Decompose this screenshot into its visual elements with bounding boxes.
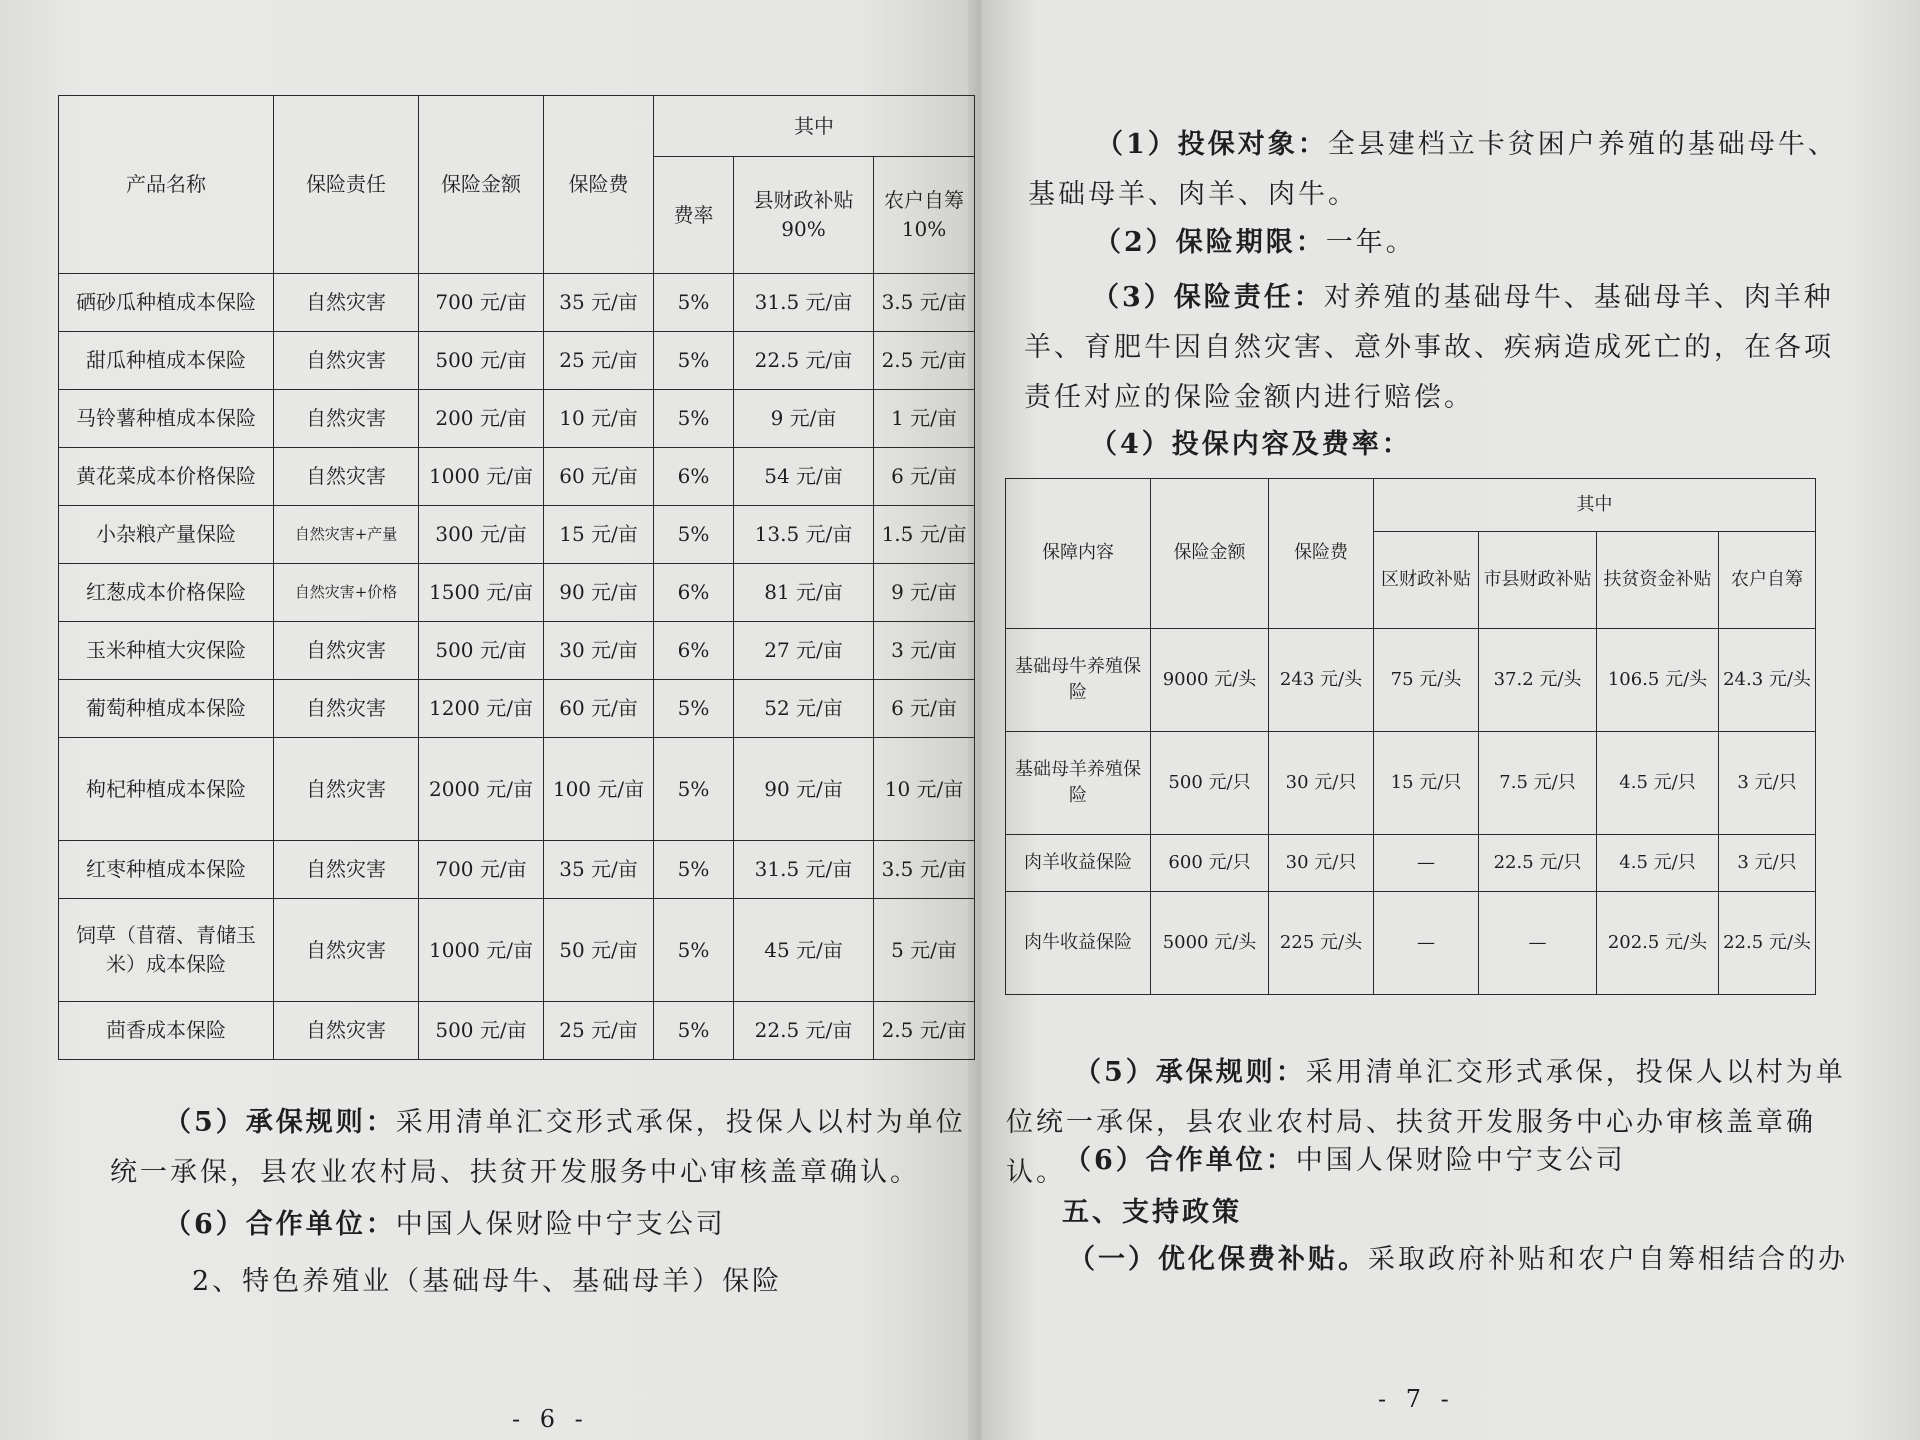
- right-p6-label: （6）合作单位：: [1064, 1145, 1296, 1176]
- rate-cell: 5%: [654, 738, 734, 841]
- subsidy-cell: 31.5 元/亩: [734, 274, 874, 332]
- table-row: [59, 738, 975, 841]
- left-p5-label: （5）承保规则：: [164, 1107, 396, 1138]
- right-p2-label: （2）保险期限：: [1094, 227, 1326, 258]
- right-p5-label: （5）承保规则：: [1074, 1057, 1306, 1088]
- amount-cell: 1200 元/亩: [419, 680, 544, 738]
- header-content: 保障内容: [1006, 479, 1151, 629]
- subsidy-cell: 22.5 元/亩: [734, 332, 874, 390]
- amount-cell: 5000 元/头: [1151, 892, 1269, 995]
- premium-cell: 35 元/亩: [544, 841, 654, 899]
- district-subsidy-cell: —: [1374, 892, 1479, 995]
- premium-cell: 90 元/亩: [544, 564, 654, 622]
- page-number-6: - 6 -: [512, 1405, 589, 1433]
- amount-cell: 1500 元/亩: [419, 564, 544, 622]
- premium-cell: 30 元/只: [1269, 835, 1374, 892]
- liability-cell: 自然灾害: [274, 841, 419, 899]
- rate-cell: 5%: [654, 332, 734, 390]
- header-premium: 保险费: [544, 96, 654, 274]
- header-poverty-fund-subsidy: 扶贫资金补贴: [1597, 532, 1719, 629]
- right-sub1-text: 采取政府补贴和农户自筹相结合的办: [1368, 1244, 1848, 1275]
- table-row: [59, 448, 975, 506]
- premium-cell: 30 元/只: [1269, 732, 1374, 835]
- right-p2-text: 一年。: [1325, 227, 1416, 258]
- premium-cell: 243 元/头: [1269, 629, 1374, 732]
- amount-cell: 300 元/亩: [419, 506, 544, 564]
- product-name-cell: 硒砂瓜种植成本保险: [59, 274, 274, 332]
- farmer-self-cell: 22.5 元/头: [1719, 892, 1816, 995]
- product-name-cell: 饲草（苜蓿、青储玉米）成本保险: [59, 899, 274, 1002]
- farmer-self-cell: 10 元/亩: [874, 738, 975, 841]
- subsidy-cell: 52 元/亩: [734, 680, 874, 738]
- liability-cell: 自然灾害+产量: [274, 506, 419, 564]
- premium-cell: 50 元/亩: [544, 899, 654, 1002]
- header-amount: 保险金额: [419, 96, 544, 274]
- farmer-self-cell: 3 元/只: [1719, 732, 1816, 835]
- right-p1-label: （1）投保对象：: [1096, 129, 1328, 160]
- premium-cell: 25 元/亩: [544, 1002, 654, 1060]
- left-p6-label: （6）合作单位：: [164, 1209, 396, 1240]
- liability-cell: 自然灾害: [274, 448, 419, 506]
- header-among: 其中: [654, 96, 975, 157]
- amount-cell: 500 元/亩: [419, 622, 544, 680]
- table-row: [1006, 732, 1816, 835]
- subsidy-cell: 9 元/亩: [734, 390, 874, 448]
- premium-cell: 60 元/亩: [544, 680, 654, 738]
- right-paragraph-2: [1094, 218, 1854, 268]
- table-row: [1006, 892, 1816, 995]
- farmer-self-cell: 2.5 元/亩: [874, 1002, 975, 1060]
- right-paragraph-1: [1028, 120, 1858, 220]
- product-name-cell: 葡萄种植成本保险: [59, 680, 274, 738]
- amount-cell: 200 元/亩: [419, 390, 544, 448]
- livestock-insurance-table: [1005, 478, 1816, 995]
- product-name-cell: 玉米种植大灾保险: [59, 622, 274, 680]
- header-farmer-self-2: 农户自筹: [1719, 532, 1816, 629]
- farmer-self-cell: 1.5 元/亩: [874, 506, 975, 564]
- table-row: [59, 564, 975, 622]
- liability-cell: 自然灾害: [274, 332, 419, 390]
- header-among-2: 其中: [1374, 479, 1816, 532]
- rate-cell: 6%: [654, 564, 734, 622]
- right-paragraph-4: [1090, 420, 1790, 470]
- city-county-subsidy-cell: —: [1479, 892, 1597, 995]
- farmer-self-cell: 3 元/亩: [874, 622, 975, 680]
- header-farmer-self-label: 农户自筹: [884, 188, 965, 212]
- premium-cell: 10 元/亩: [544, 390, 654, 448]
- product-name-cell: 小杂粮产量保险: [59, 506, 274, 564]
- subsidy-cell: 90 元/亩: [734, 738, 874, 841]
- premium-cell: 225 元/头: [1269, 892, 1374, 995]
- rate-cell: 5%: [654, 506, 734, 564]
- farmer-self-cell: 3.5 元/亩: [874, 274, 975, 332]
- rate-cell: 5%: [654, 680, 734, 738]
- farmer-self-cell: 6 元/亩: [874, 448, 975, 506]
- header-liability: 保险责任: [274, 96, 419, 274]
- table-row: [59, 332, 975, 390]
- product-name-cell: 红葱成本价格保险: [59, 564, 274, 622]
- city-county-subsidy-cell: 22.5 元/只: [1479, 835, 1597, 892]
- amount-cell: 500 元/亩: [419, 1002, 544, 1060]
- liability-cell: 自然灾害: [274, 738, 419, 841]
- content-cell: 基础母牛养殖保险: [1006, 629, 1151, 732]
- rate-cell: 5%: [654, 274, 734, 332]
- product-name-cell: 茴香成本保险: [59, 1002, 274, 1060]
- amount-cell: 2000 元/亩: [419, 738, 544, 841]
- right-paragraph-6: [1064, 1136, 1844, 1186]
- farmer-self-cell: 1 元/亩: [874, 390, 975, 448]
- amount-cell: 500 元/只: [1151, 732, 1269, 835]
- liability-cell: 自然灾害: [274, 390, 419, 448]
- liability-cell: 自然灾害: [274, 274, 419, 332]
- district-subsidy-cell: —: [1374, 835, 1479, 892]
- liability-cell: 自然灾害: [274, 899, 419, 1002]
- right-p5-text: 采用清单汇交形式承保，投保人以村为单位统一承保，县农业农村局、扶贫开发服务中心办审核盖章确认。: [1006, 1057, 1846, 1188]
- farmer-self-cell: 3 元/只: [1719, 835, 1816, 892]
- header-farmer-self-pct: 10%: [901, 217, 947, 241]
- right-sub1-label: （一）优化保费补贴。: [1068, 1244, 1368, 1275]
- premium-cell: 30 元/亩: [544, 622, 654, 680]
- premium-cell: 35 元/亩: [544, 274, 654, 332]
- header-county-subsidy-label: 县财政补贴: [753, 188, 854, 212]
- farmer-self-cell: 24.3 元/头: [1719, 629, 1816, 732]
- right-paragraph-3: [1024, 273, 1858, 423]
- rate-cell: 5%: [654, 390, 734, 448]
- amount-cell: 1000 元/亩: [419, 899, 544, 1002]
- farmer-self-cell: 5 元/亩: [874, 899, 975, 1002]
- table-row: [59, 390, 975, 448]
- table-row: [59, 1002, 975, 1060]
- header-premium-2: 保险费: [1269, 479, 1374, 629]
- right-p4-label: （4）投保内容及费率：: [1090, 429, 1412, 460]
- farmer-self-cell: 2.5 元/亩: [874, 332, 975, 390]
- table-row: [59, 841, 975, 899]
- rate-cell: 5%: [654, 841, 734, 899]
- poverty-fund-cell: 106.5 元/头: [1597, 629, 1719, 732]
- subsidy-cell: 13.5 元/亩: [734, 506, 874, 564]
- header-city-county-subsidy: 市县财政补贴: [1479, 532, 1597, 629]
- premium-cell: 25 元/亩: [544, 332, 654, 390]
- premium-cell: 100 元/亩: [544, 738, 654, 841]
- left-p5-text: 采用清单汇交形式承保，投保人以村为单位统一承保，县农业农村局、扶贫开发服务中心审核盖章确认。: [110, 1107, 966, 1188]
- header-farmer-self: [874, 157, 975, 274]
- table-row: [59, 622, 975, 680]
- subsidy-cell: 54 元/亩: [734, 448, 874, 506]
- subsidy-cell: 22.5 元/亩: [734, 1002, 874, 1060]
- amount-cell: 700 元/亩: [419, 274, 544, 332]
- product-name-cell: 红枣种植成本保险: [59, 841, 274, 899]
- farmer-self-cell: 6 元/亩: [874, 680, 975, 738]
- table-row: [1006, 629, 1816, 732]
- poverty-fund-cell: 4.5 元/只: [1597, 835, 1719, 892]
- right-subsection-1: [1068, 1235, 1868, 1285]
- left-p6-text: 中国人保财险中宁支公司: [395, 1209, 726, 1240]
- table-row: [59, 899, 975, 1002]
- product-name-cell: 黄花菜成本价格保险: [59, 448, 274, 506]
- rate-cell: 5%: [654, 899, 734, 1002]
- product-name-cell: 马铃薯种植成本保险: [59, 390, 274, 448]
- amount-cell: 700 元/亩: [419, 841, 544, 899]
- liability-cell: 自然灾害: [274, 1002, 419, 1060]
- header-county-subsidy: [734, 157, 874, 274]
- amount-cell: 500 元/亩: [419, 332, 544, 390]
- subsidy-cell: 81 元/亩: [734, 564, 874, 622]
- liability-cell: 自然灾害+价格: [274, 564, 419, 622]
- product-name-cell: 枸杞种植成本保险: [59, 738, 274, 841]
- amount-cell: 1000 元/亩: [419, 448, 544, 506]
- premium-cell: 60 元/亩: [544, 448, 654, 506]
- liability-cell: 自然灾害: [274, 680, 419, 738]
- district-subsidy-cell: 75 元/头: [1374, 629, 1479, 732]
- poverty-fund-cell: 202.5 元/头: [1597, 892, 1719, 995]
- liability-cell: 自然灾害: [274, 622, 419, 680]
- farmer-self-cell: 9 元/亩: [874, 564, 975, 622]
- city-county-subsidy-cell: 37.2 元/头: [1479, 629, 1597, 732]
- subsidy-cell: 31.5 元/亩: [734, 841, 874, 899]
- header-county-subsidy-pct: 90%: [781, 217, 826, 241]
- city-county-subsidy-cell: 7.5 元/只: [1479, 732, 1597, 835]
- right-p3-text: 对养殖的基础母牛、基础母羊、肉羊种羊、育肥牛因自然灾害、意外事故、疾病造成死亡的，在各项责任对应的保险金额内进行赔偿。: [1024, 282, 1834, 413]
- right-p1-text: 全县建档立卡贫困户养殖的基础母牛、基础母羊、肉羊、肉牛。: [1028, 129, 1838, 210]
- left-section-2: 2、特色养殖业（基础母牛、基础母羊）保险: [192, 1266, 783, 1297]
- content-cell: 肉牛收益保险: [1006, 892, 1151, 995]
- table-row: [59, 506, 975, 564]
- rate-cell: 5%: [654, 1002, 734, 1060]
- table-row: [59, 680, 975, 738]
- left-paragraph-6: [164, 1200, 964, 1250]
- subsidy-cell: 27 元/亩: [734, 622, 874, 680]
- content-cell: 肉羊收益保险: [1006, 835, 1151, 892]
- rate-cell: 6%: [654, 622, 734, 680]
- farmer-self-cell: 3.5 元/亩: [874, 841, 975, 899]
- left-paragraph-5: [110, 1098, 970, 1198]
- page-number-7: - 7 -: [1378, 1385, 1455, 1413]
- header-district-subsidy: 区财政补贴: [1374, 532, 1479, 629]
- subsidy-cell: 45 元/亩: [734, 899, 874, 1002]
- header-rate: 费率: [654, 157, 734, 274]
- table-row: [1006, 835, 1816, 892]
- rate-cell: 6%: [654, 448, 734, 506]
- header-product-name: 产品名称: [59, 96, 274, 274]
- poverty-fund-cell: 4.5 元/只: [1597, 732, 1719, 835]
- header-amount-2: 保险金额: [1151, 479, 1269, 629]
- district-subsidy-cell: 15 元/只: [1374, 732, 1479, 835]
- table-row: [59, 274, 975, 332]
- premium-cell: 15 元/亩: [544, 506, 654, 564]
- section-5-heading: 五、支持政策: [1062, 1197, 1242, 1228]
- right-p3-label: （3）保险责任：: [1092, 282, 1324, 313]
- content-cell: 基础母羊养殖保险: [1006, 732, 1151, 835]
- product-name-cell: 甜瓜种植成本保险: [59, 332, 274, 390]
- right-p6-text: 中国人保财险中宁支公司: [1295, 1145, 1626, 1176]
- amount-cell: 600 元/只: [1151, 835, 1269, 892]
- amount-cell: 9000 元/头: [1151, 629, 1269, 732]
- planting-insurance-table: [58, 95, 975, 1060]
